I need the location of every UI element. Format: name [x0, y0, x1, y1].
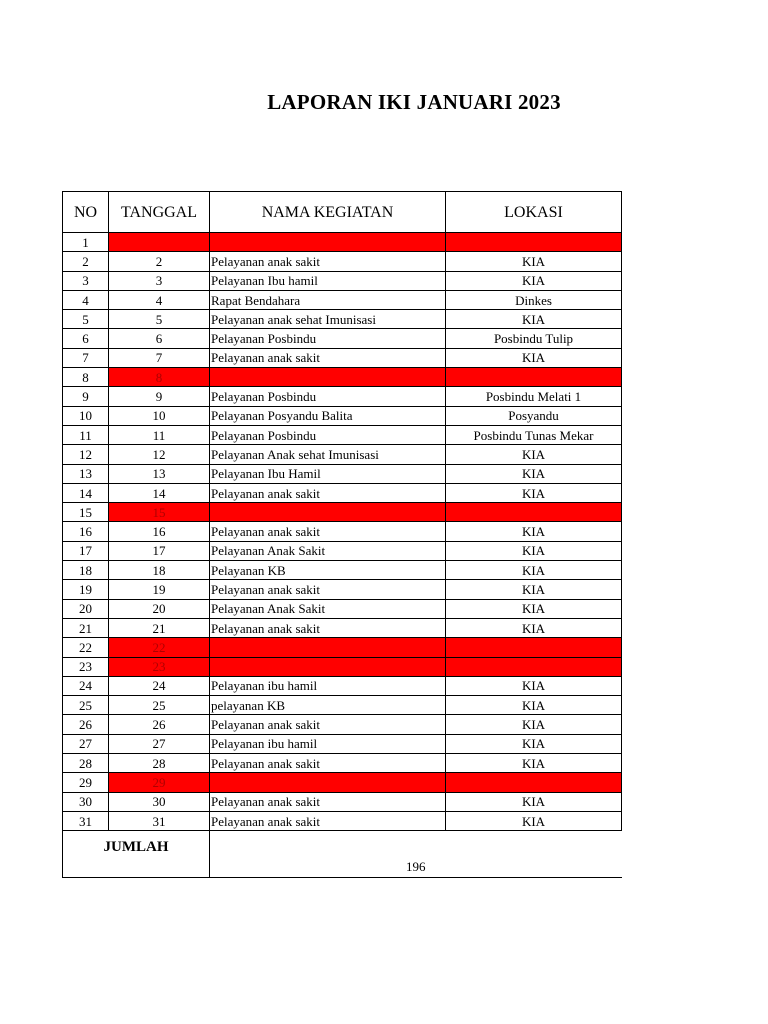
row-lokasi: KIA [446, 464, 622, 483]
table-row [63, 483, 622, 502]
row-no: 29 [63, 773, 109, 792]
total-label: JUMLAH [63, 831, 210, 878]
row-kegiatan: Pelayanan anak sakit [210, 522, 446, 541]
table-row [63, 233, 622, 252]
table-row [63, 406, 622, 425]
row-tanggal: 12 [109, 445, 210, 464]
row-tanggal: 14 [109, 483, 210, 502]
row-lokasi: KIA [446, 252, 622, 271]
table-row [63, 734, 622, 753]
row-tanggal: 22 [109, 638, 210, 657]
row-tanggal: 5 [109, 310, 210, 329]
table-row [63, 522, 622, 541]
row-no: 3 [63, 271, 109, 290]
row-no: 21 [63, 618, 109, 637]
row-no: 9 [63, 387, 109, 406]
row-no: 2 [63, 252, 109, 271]
row-kegiatan: Pelayanan Posyandu Balita [210, 406, 446, 425]
row-no: 20 [63, 599, 109, 618]
table-row [63, 618, 622, 637]
table-row [63, 580, 622, 599]
row-tanggal: 9 [109, 387, 210, 406]
row-tanggal: 28 [109, 754, 210, 773]
row-no: 14 [63, 483, 109, 502]
row-no: 7 [63, 348, 109, 367]
row-no: 5 [63, 310, 109, 329]
row-lokasi: KIA [446, 561, 622, 580]
table-row [63, 329, 622, 348]
row-lokasi: KIA [446, 811, 622, 830]
row-lokasi: KIA [446, 348, 622, 367]
row-lokasi: Posbindu Melati 1 [446, 387, 622, 406]
row-no: 19 [63, 580, 109, 599]
table-header-row [63, 192, 622, 233]
row-lokasi: KIA [446, 696, 622, 715]
table-row [63, 425, 622, 444]
row-lokasi [446, 233, 622, 252]
table-row [63, 368, 622, 387]
header-lokasi: LOKASI [446, 192, 622, 233]
header-tanggal: TANGGAL [109, 192, 210, 233]
row-kegiatan: Pelayanan anak sakit [210, 792, 446, 811]
row-kegiatan: Pelayanan Posbindu [210, 425, 446, 444]
row-no: 11 [63, 425, 109, 444]
row-tanggal: 25 [109, 696, 210, 715]
table-row [63, 561, 622, 580]
row-tanggal: 8 [109, 368, 210, 387]
row-no: 31 [63, 811, 109, 830]
row-tanggal: 7 [109, 348, 210, 367]
row-kegiatan: Pelayanan Ibu hamil [210, 271, 446, 290]
table-row [63, 657, 622, 676]
row-lokasi: KIA [446, 792, 622, 811]
row-lokasi: KIA [446, 271, 622, 290]
total-value: 196 [210, 831, 622, 878]
row-tanggal: 17 [109, 541, 210, 560]
row-kegiatan: Pelayanan Posbindu [210, 329, 446, 348]
row-lokasi: KIA [446, 445, 622, 464]
row-kegiatan: Pelayanan anak sakit [210, 483, 446, 502]
row-lokasi: Posyandu [446, 406, 622, 425]
row-lokasi: Dinkes [446, 290, 622, 309]
row-kegiatan [210, 773, 446, 792]
row-no: 17 [63, 541, 109, 560]
row-lokasi: KIA [446, 310, 622, 329]
row-kegiatan: Pelayanan anak sakit [210, 348, 446, 367]
row-no: 24 [63, 676, 109, 695]
row-tanggal: 13 [109, 464, 210, 483]
row-kegiatan: Pelayanan anak sehat Imunisasi [210, 310, 446, 329]
total-row [63, 831, 622, 878]
row-kegiatan: pelayanan KB [210, 696, 446, 715]
row-lokasi [446, 368, 622, 387]
row-kegiatan: Pelayanan Posbindu [210, 387, 446, 406]
table-row [63, 541, 622, 560]
row-lokasi: KIA [446, 599, 622, 618]
row-lokasi [446, 638, 622, 657]
row-lokasi [446, 773, 622, 792]
row-tanggal: 27 [109, 734, 210, 753]
row-lokasi: KIA [446, 541, 622, 560]
report-title: LAPORAN IKI JANUARI 2023 [267, 90, 561, 114]
table-row [63, 252, 622, 271]
row-tanggal: 26 [109, 715, 210, 734]
table-row [63, 503, 622, 522]
row-no: 26 [63, 715, 109, 734]
row-lokasi [446, 503, 622, 522]
row-tanggal: 30 [109, 792, 210, 811]
row-kegiatan: Pelayanan Anak Sakit [210, 541, 446, 560]
header-no: NO [63, 192, 109, 233]
row-tanggal: 10 [109, 406, 210, 425]
row-kegiatan: Pelayanan ibu hamil [210, 734, 446, 753]
row-lokasi: Posbindu Tulip [446, 329, 622, 348]
row-tanggal: 20 [109, 599, 210, 618]
row-kegiatan: Pelayanan Anak sehat Imunisasi [210, 445, 446, 464]
row-no: 12 [63, 445, 109, 464]
row-kegiatan: Rapat Bendahara [210, 290, 446, 309]
row-no: 28 [63, 754, 109, 773]
table-row [63, 696, 622, 715]
row-kegiatan [210, 233, 446, 252]
row-tanggal: 21 [109, 618, 210, 637]
row-kegiatan [210, 638, 446, 657]
row-kegiatan: Pelayanan anak sakit [210, 252, 446, 271]
row-no: 13 [63, 464, 109, 483]
table-row [63, 290, 622, 309]
row-tanggal: 29 [109, 773, 210, 792]
row-tanggal: 11 [109, 425, 210, 444]
row-no: 10 [63, 406, 109, 425]
table-row [63, 348, 622, 367]
row-kegiatan: Pelayanan ibu hamil [210, 676, 446, 695]
row-lokasi: Posbindu Tunas Mekar [446, 425, 622, 444]
row-lokasi: KIA [446, 483, 622, 502]
row-kegiatan: Pelayanan KB [210, 561, 446, 580]
row-tanggal: 23 [109, 657, 210, 676]
row-kegiatan: Pelayanan anak sakit [210, 618, 446, 637]
row-tanggal: 31 [109, 811, 210, 830]
table-row [63, 310, 622, 329]
row-kegiatan: Pelayanan anak sakit [210, 580, 446, 599]
row-no: 6 [63, 329, 109, 348]
row-lokasi: KIA [446, 580, 622, 599]
row-no: 16 [63, 522, 109, 541]
table-row [63, 773, 622, 792]
row-kegiatan: Pelayanan anak sakit [210, 715, 446, 734]
row-no: 18 [63, 561, 109, 580]
row-no: 25 [63, 696, 109, 715]
row-no: 30 [63, 792, 109, 811]
row-no: 4 [63, 290, 109, 309]
row-lokasi: KIA [446, 522, 622, 541]
row-kegiatan [210, 503, 446, 522]
table-row [63, 638, 622, 657]
row-no: 1 [63, 233, 109, 252]
row-tanggal: 2 [109, 252, 210, 271]
row-no: 8 [63, 368, 109, 387]
row-no: 22 [63, 638, 109, 657]
row-tanggal: 19 [109, 580, 210, 599]
activity-table [62, 191, 622, 878]
table-row [63, 754, 622, 773]
row-lokasi [446, 657, 622, 676]
row-lokasi: KIA [446, 676, 622, 695]
table-row [63, 387, 622, 406]
row-tanggal: 6 [109, 329, 210, 348]
row-kegiatan: Pelayanan anak sakit [210, 811, 446, 830]
row-tanggal: 18 [109, 561, 210, 580]
header-nama-kegiatan: NAMA KEGIATAN [210, 192, 446, 233]
row-no: 27 [63, 734, 109, 753]
row-lokasi: KIA [446, 734, 622, 753]
row-kegiatan [210, 368, 446, 387]
table-row [63, 464, 622, 483]
row-kegiatan: Pelayanan Ibu Hamil [210, 464, 446, 483]
row-tanggal: 24 [109, 676, 210, 695]
row-tanggal: 3 [109, 271, 210, 290]
table-row [63, 811, 622, 830]
row-no: 15 [63, 503, 109, 522]
table-row [63, 271, 622, 290]
row-tanggal: 15 [109, 503, 210, 522]
row-lokasi: KIA [446, 754, 622, 773]
row-lokasi: KIA [446, 715, 622, 734]
table-row [63, 445, 622, 464]
table-row [63, 715, 622, 734]
row-kegiatan: Pelayanan anak sakit [210, 754, 446, 773]
row-tanggal: 16 [109, 522, 210, 541]
table-row [63, 599, 622, 618]
table-row [63, 676, 622, 695]
row-kegiatan [210, 657, 446, 676]
row-lokasi: KIA [446, 618, 622, 637]
row-no: 23 [63, 657, 109, 676]
row-tanggal [109, 233, 210, 252]
table-row [63, 792, 622, 811]
row-kegiatan: Pelayanan Anak Sakit [210, 599, 446, 618]
row-tanggal: 4 [109, 290, 210, 309]
